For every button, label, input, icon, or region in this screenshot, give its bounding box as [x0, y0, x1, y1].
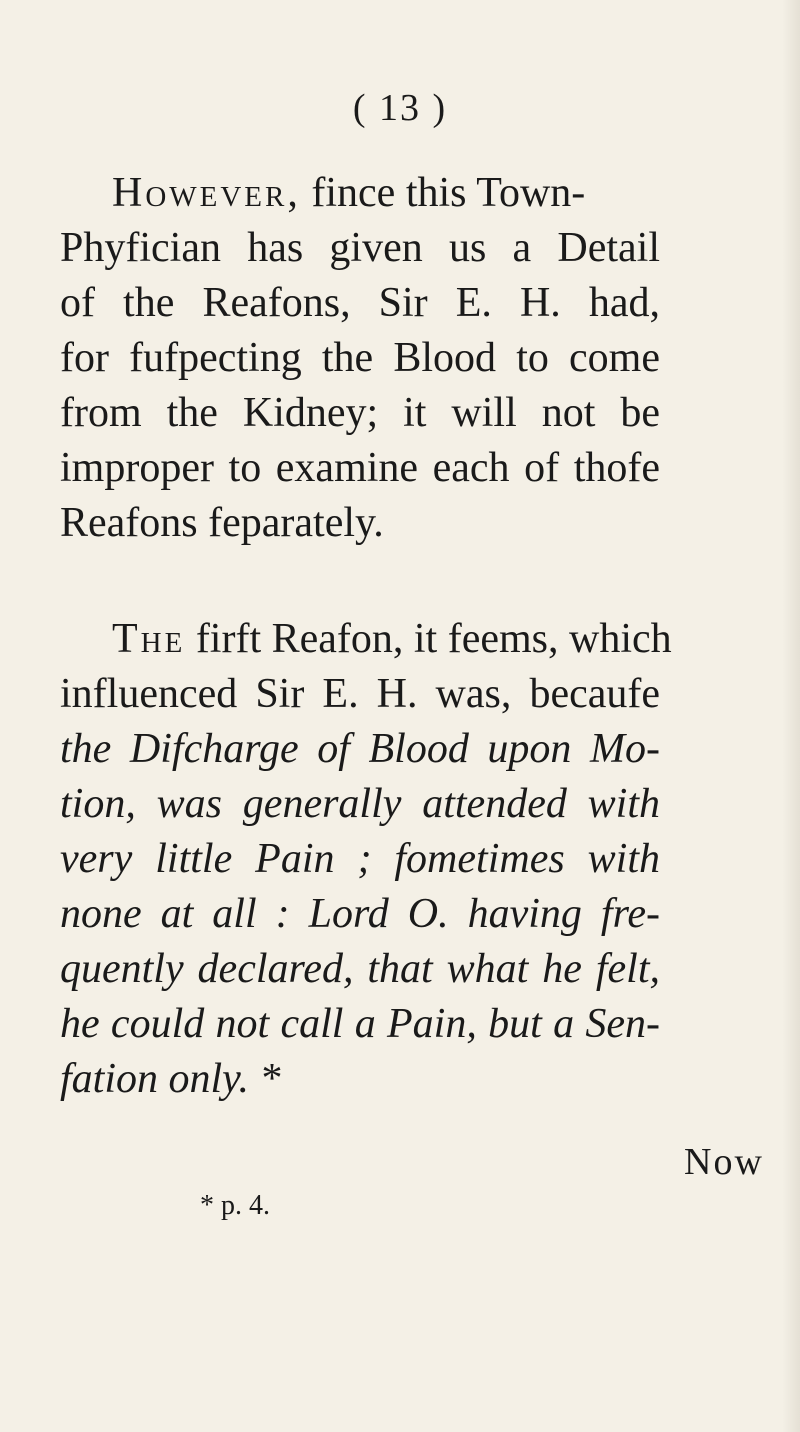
paragraph-2-line-6: none at all : Lord O. having fre-: [60, 891, 660, 937]
line-text: firft Reafon, it feems, which: [185, 616, 672, 662]
paragraph-1-line-3: of the Reafons, Sir E. H. had,: [60, 280, 660, 326]
paragraph-2-line-7: quently declared, that what he felt,: [60, 946, 660, 992]
paragraph-1-line-7: Reafons feparately.: [60, 500, 384, 546]
paragraph-1-line-2: Phyfician has given us a Detail: [60, 225, 660, 271]
footnote: * p. 4.: [200, 1190, 270, 1221]
page-number: ( 13 ): [352, 87, 448, 129]
small-caps-lead: However,: [112, 170, 301, 216]
paragraph-1-line-6: improper to examine each of thofe: [60, 445, 660, 491]
paragraph-1-line-5: from the Kidney; it will not be: [60, 390, 660, 436]
paragraph-2-line-4: tion, was generally attended with: [60, 781, 660, 827]
catchword: Now: [684, 1141, 764, 1183]
small-caps-lead: The: [112, 616, 186, 662]
page-edge-shadow: [782, 0, 800, 1432]
paragraph-2-line-9: fation only. *: [60, 1056, 281, 1102]
paragraph-1-line-1: [112, 172, 585, 214]
paragraph-1-line-4: for fufpecting the Blood to come: [60, 335, 660, 381]
paragraph-2-line-2: influenced Sir E. H. was, becaufe: [60, 671, 660, 717]
paragraph-2-line-8: he could not call a Pain, but a Sen-: [60, 1001, 660, 1047]
paragraph-2-line-1: [112, 618, 672, 660]
paragraph-2-line-5: very little Pain ; fometimes with: [60, 836, 660, 882]
line-text: fince this Town-: [300, 170, 586, 216]
paragraph-2-line-3: the Difcharge of Blood upon Mo-: [60, 726, 660, 772]
